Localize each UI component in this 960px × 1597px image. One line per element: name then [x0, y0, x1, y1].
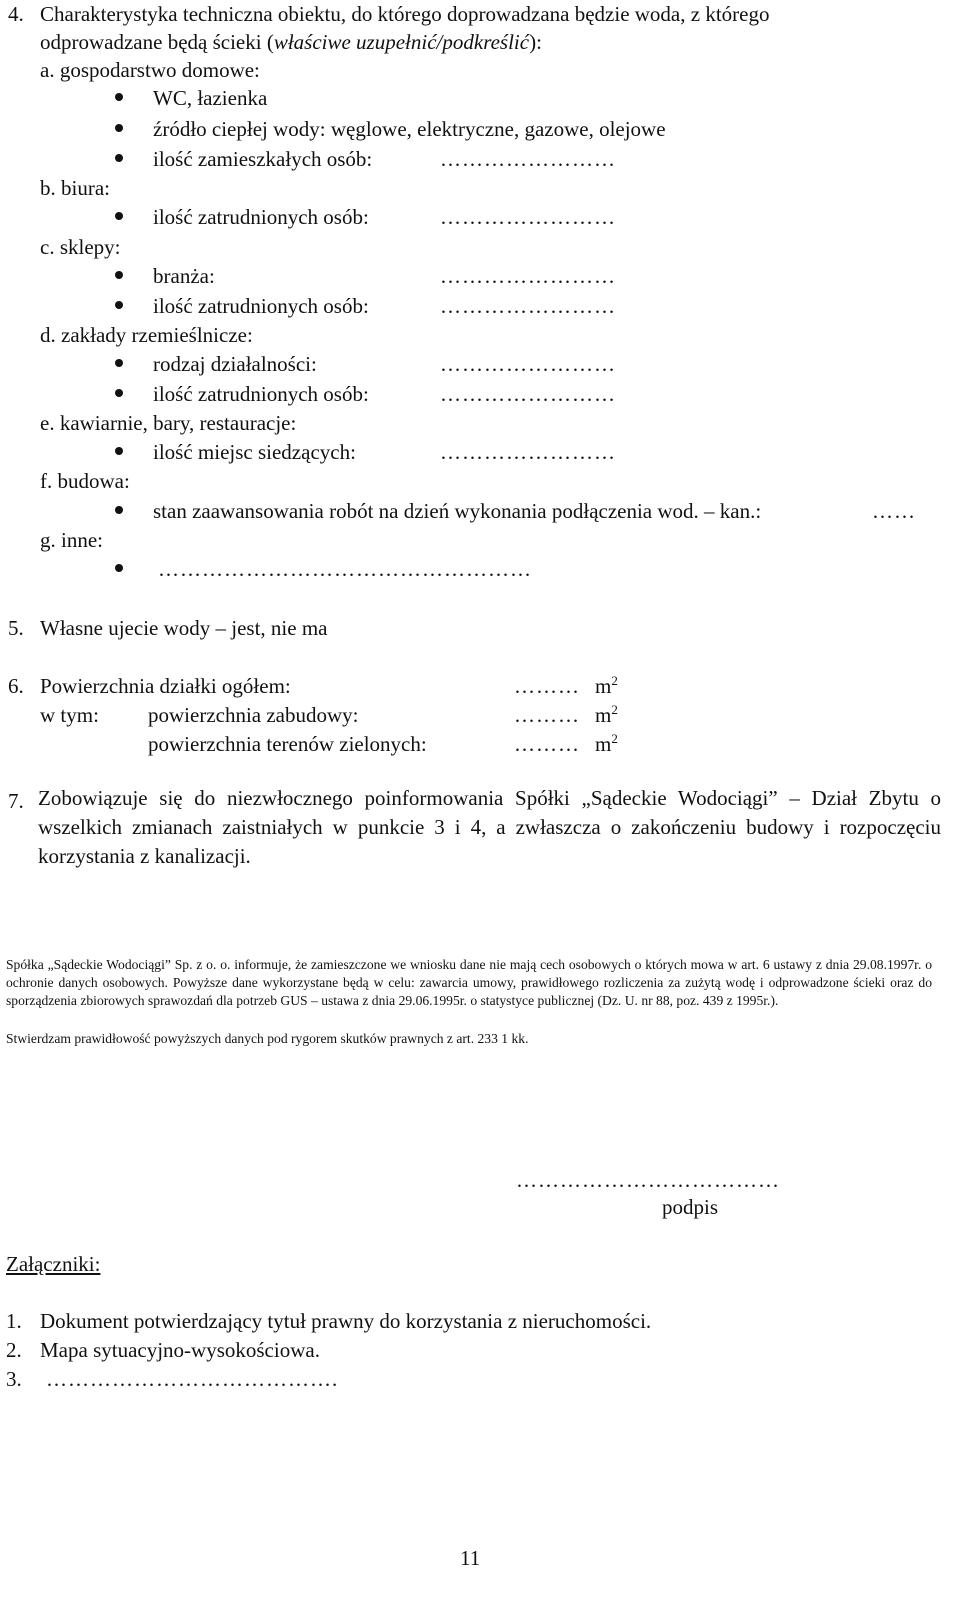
- section-6-number: 6.: [8, 674, 24, 698]
- attachment-2-number: 2.: [6, 1338, 22, 1362]
- item-a-hot-water: źródło ciepłej wody: węglowe, elektryczne, gazowe, olejowe: [153, 117, 666, 141]
- item-a-residents: ilość zamieszkałych osób:: [153, 147, 373, 171]
- area-total-blank[interactable]: ………: [514, 674, 580, 698]
- attachment-1-number: 1.: [6, 1309, 22, 1333]
- declaration: Stwierdzam prawidłowość powyższych danych pod rygorem skutków prawnych z art. 233 1 kk.: [6, 1031, 529, 1046]
- bullet: [115, 93, 123, 101]
- attachment-3-number: 3.: [6, 1367, 22, 1391]
- item-d-activity: rodzaj działalności:: [153, 352, 317, 376]
- item-d-employees: ilość zatrudnionych osób:: [153, 382, 369, 406]
- bullet: [115, 124, 123, 132]
- signature-label: podpis: [662, 1195, 719, 1219]
- area-green-unit: $m^2$: [595, 731, 618, 756]
- bullet: [115, 564, 123, 572]
- area-green-blank[interactable]: ………: [514, 732, 580, 756]
- item-f-progress: stan zaawansowania robót na dzień wykonania podłączenia wod. – kan.:: [153, 499, 762, 523]
- section-4-line2: odprowadzane będą ścieki (właściwe uzupełnić/podkreślić):: [40, 30, 542, 54]
- bullet: [115, 506, 123, 514]
- bullet: [115, 212, 123, 220]
- attachment-2-text: Mapa sytuacyjno-wysokościowa.: [40, 1338, 320, 1362]
- item-c-label: c. sklepy:: [40, 235, 121, 259]
- bullet: [115, 301, 123, 309]
- item-d-label: d. zakłady rzemieślnicze:: [40, 323, 253, 347]
- item-g-blank[interactable]: ……………………………………………: [158, 557, 532, 581]
- area-green-label: powierzchnia terenów zielonych:: [148, 732, 427, 756]
- item-c-branch: branża:: [153, 264, 215, 288]
- item-f-progress-blank[interactable]: ……: [872, 499, 916, 523]
- section-4-line1: Charakterystyka techniczna obiektu, do którego doprowadzana będzie woda, z którego: [40, 2, 770, 26]
- bullet: [115, 271, 123, 279]
- bullet: [115, 389, 123, 397]
- attachment-3-blank[interactable]: ………………………………….: [46, 1367, 339, 1391]
- area-built-unit: $m^2$: [595, 702, 618, 727]
- item-e-seats-blank[interactable]: ……………………: [440, 440, 616, 464]
- item-c-employees: ilość zatrudnionych osób:: [153, 294, 369, 318]
- item-b-label: b. biura:: [40, 176, 110, 200]
- item-f-label: f. budowa:: [40, 469, 130, 493]
- in-which-label: w tym:: [40, 703, 99, 727]
- page-number: 11: [460, 1546, 481, 1570]
- attachments-heading: Załączniki:: [6, 1252, 101, 1276]
- bullet: [115, 447, 123, 455]
- attachment-1-text: Dokument potwierdzający tytuł prawny do korzystania z nieruchomości.: [40, 1309, 652, 1333]
- item-b-employees-blank[interactable]: ……………………: [440, 205, 616, 229]
- section-7-text: Zobowiązuje się do niezwłocznego poinformowania Spółki „Sądeckie Wodociągi” – Dział Zbytu o wszelkich zmianach zaistniałych w punkcie 3 i 4, a zwłaszcza o zakończeniu budowy i rozpoczęciu korzystania z kanalizacji.: [38, 786, 941, 868]
- item-d-activity-blank[interactable]: ……………………: [440, 352, 616, 376]
- item-e-label: e. kawiarnie, bary, restauracje:: [40, 411, 297, 435]
- data-notice: Spółka „Sądeckie Wodociągi” Sp. z o. o. informuje, że zamieszczone we wniosku dane nie mają cech osobowych o których mowa w art. 6 ustawy z dnia 29.08.1997r. o ochronie danych osobowych. Powyższe dane wykorzystane będą w celu: zawarcia umowy, prawidłowego rozliczenia za zużytą wodę i odprowadzone ścieki oraz do sporządzenia zbiorowych sprawozdań dla potrzeb GUS – ustawa z dnia 29.06.1995r. o statystyce publicznej (Dz. U. nr 88, poz. 439 z 1995r.).: [6, 957, 932, 1008]
- area-total-label: Powierzchnia działki ogółem:: [40, 674, 291, 698]
- item-g-label: g. inne:: [40, 528, 103, 552]
- item-c-branch-blank[interactable]: ……………………: [440, 264, 616, 288]
- item-b-employees: ilość zatrudnionych osób:: [153, 205, 369, 229]
- signature-line[interactable]: ………………………………: [516, 1168, 780, 1192]
- area-built-blank[interactable]: ………: [514, 703, 580, 727]
- item-a-residents-blank[interactable]: ……………………: [440, 147, 616, 171]
- section-7-number: 7.: [8, 789, 24, 813]
- section-5-number: 5.: [8, 616, 24, 640]
- item-a-label: a. gospodarstwo domowe:: [40, 58, 260, 82]
- section-5-text: Własne ujecie wody – jest, nie ma: [40, 616, 328, 640]
- area-built-label: powierzchnia zabudowy:: [148, 703, 359, 727]
- item-c-employees-blank[interactable]: ……………………: [440, 294, 616, 318]
- section-4-number: 4.: [8, 2, 24, 26]
- item-d-employees-blank[interactable]: ……………………: [440, 382, 616, 406]
- bullet: [115, 154, 123, 162]
- area-total-unit: $m^2$: [595, 673, 618, 698]
- item-a-wc: WC, łazienka: [153, 86, 268, 110]
- bullet: [115, 359, 123, 367]
- item-e-seats: ilość miejsc siedzących:: [153, 440, 356, 464]
